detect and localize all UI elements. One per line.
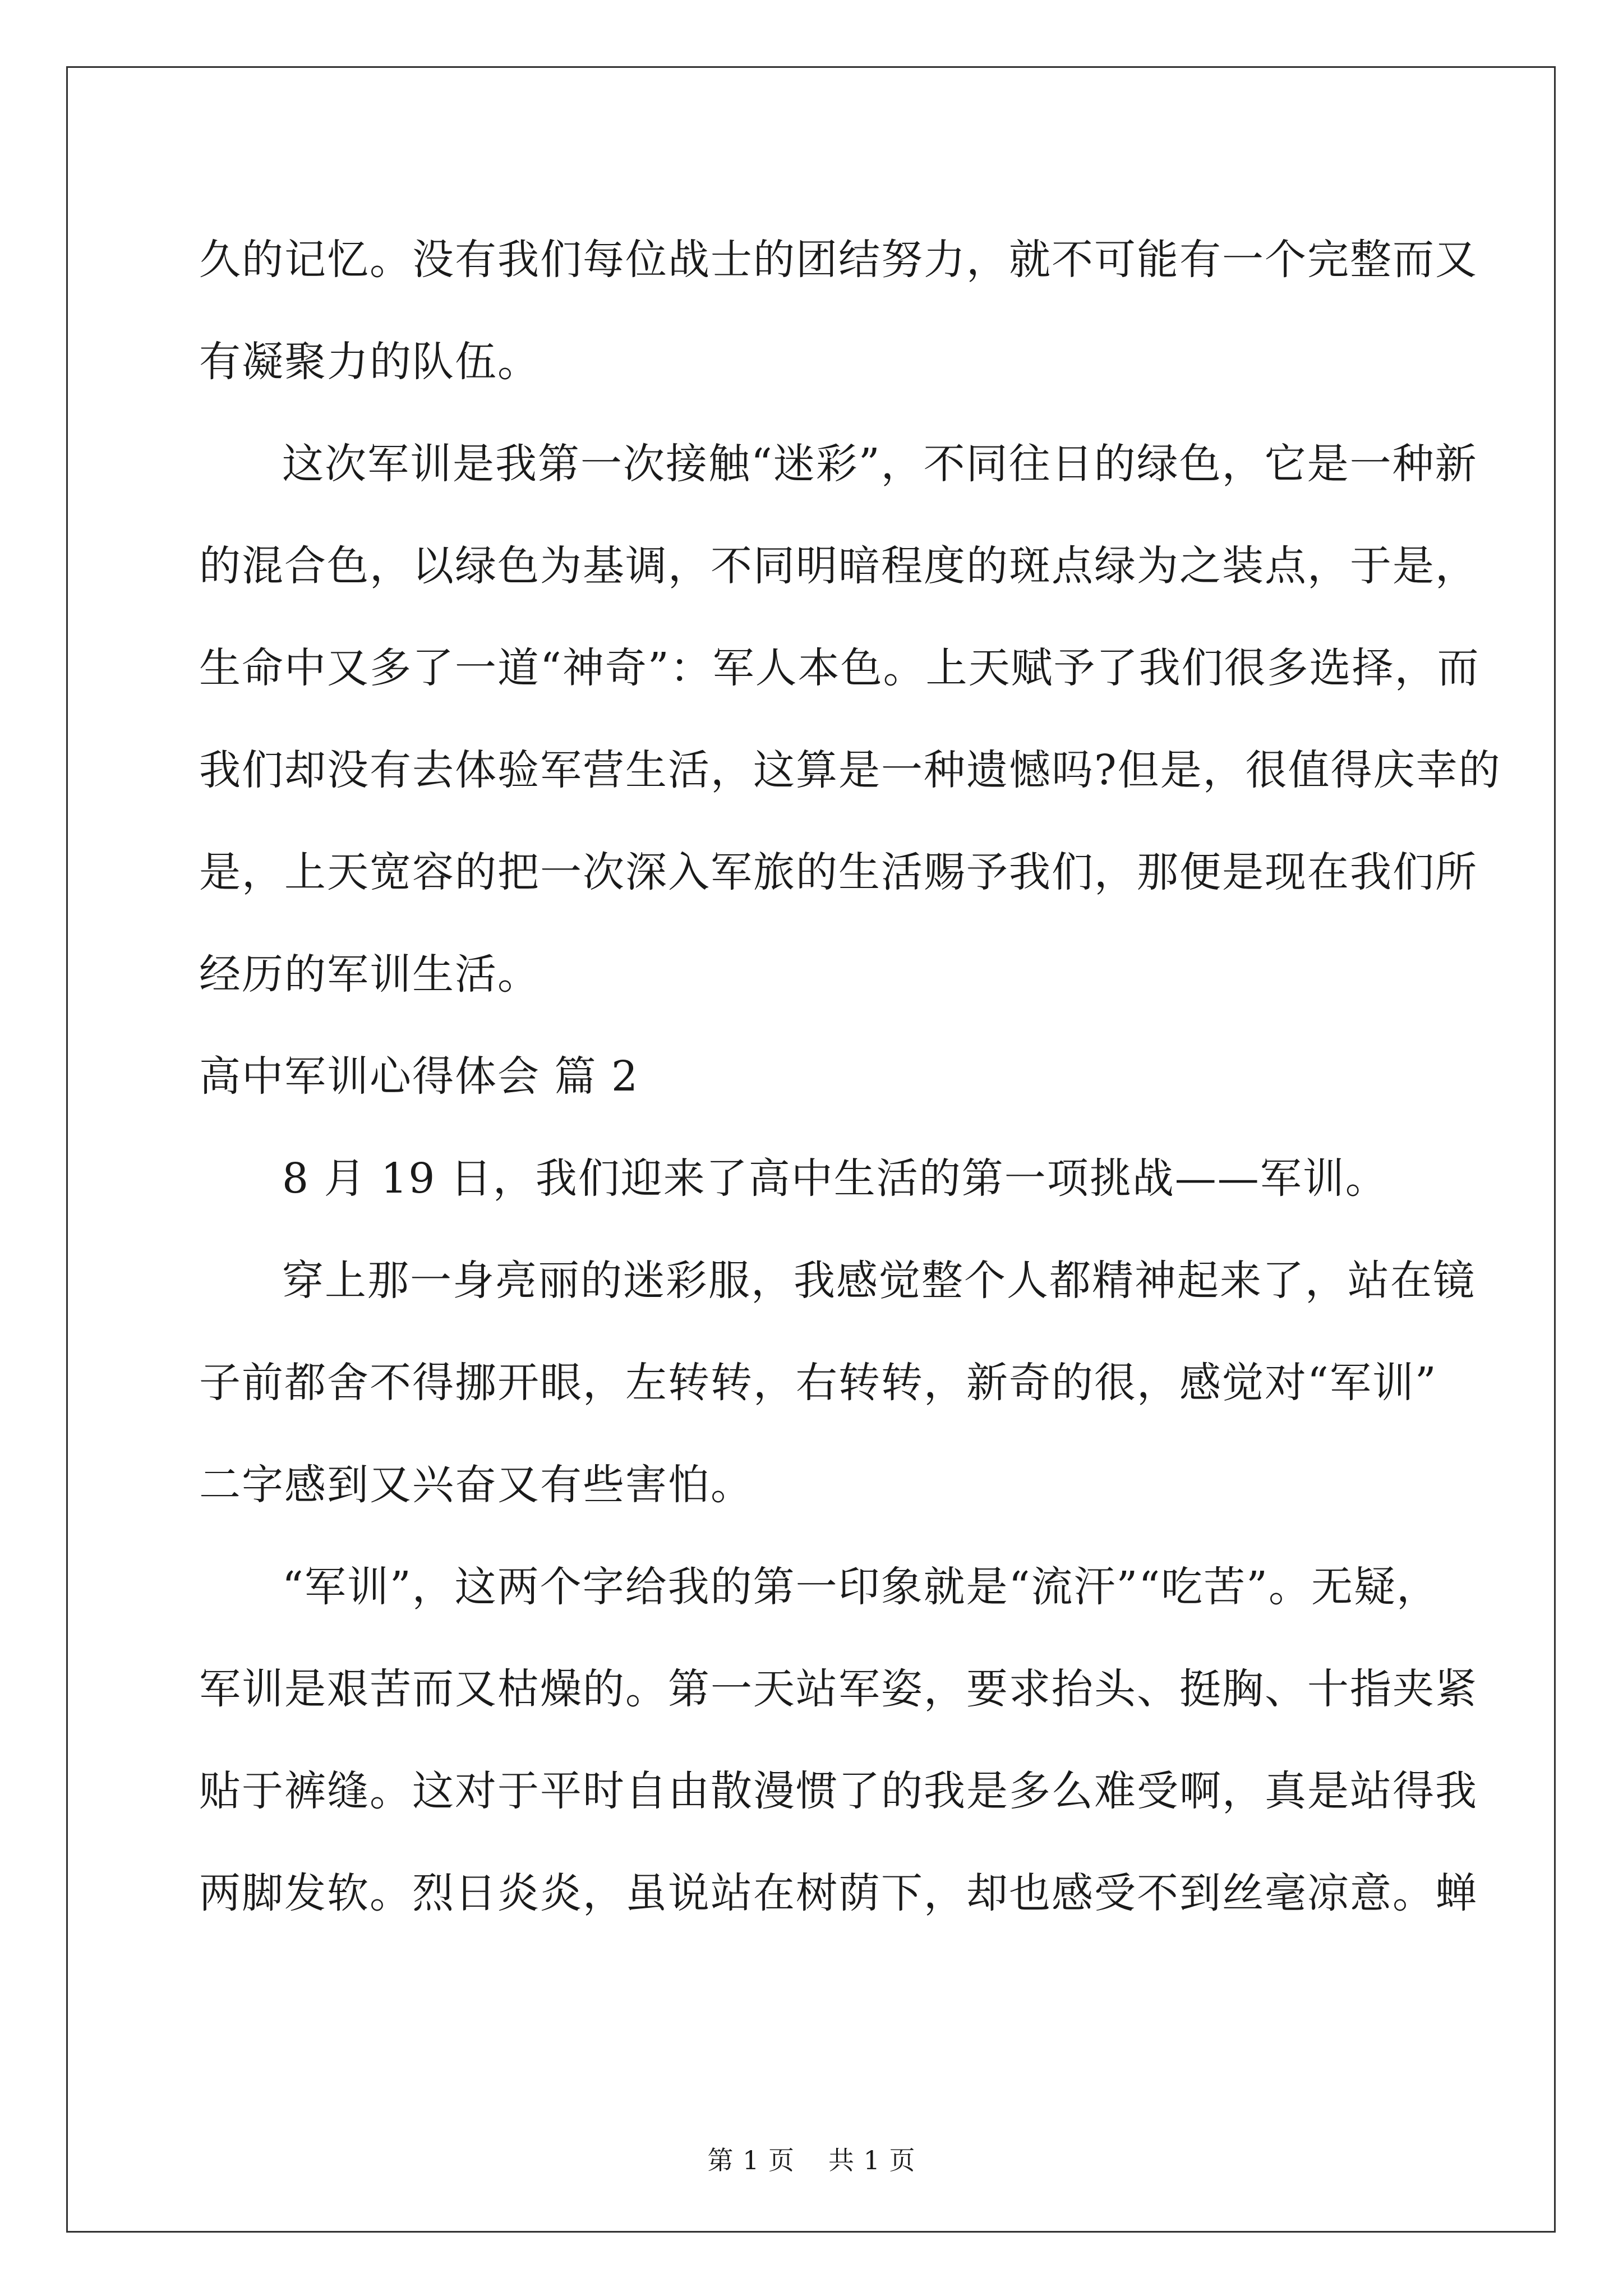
text-line: 久的记忆。没有我们每位战士的团结努力，就不可能有一个完整而又 (199, 236, 1478, 284)
section-heading: 高中军训心得体会 篇 2 (199, 1052, 639, 1101)
text-line: 我们却没有去体验军营生活，这算是一种遗憾吗?但是，很值得庆幸的 (199, 746, 1501, 794)
text-line: 有凝聚力的队伍。 (199, 338, 540, 386)
text-line: 穿上那一身亮丽的迷彩服，我感觉整个人都精神起来了，站在镜 (282, 1257, 1476, 1305)
text-line: 二字感到又兴奋又有些害怕。 (199, 1461, 753, 1509)
page-number: 第 1 页 (707, 2145, 795, 2175)
text-line: 军训是艰苦而又枯燥的。第一天站军姿，要求抬头、挺胸、十指夹紧 (199, 1665, 1478, 1713)
text-line: 经历的军训生活。 (199, 950, 540, 999)
text-line: 贴于裤缝。这对于平时自由散漫惯了的我是多么难受啊，真是站得我 (199, 1767, 1478, 1815)
text-line: 8 月 19 日，我们迎来了高中生活的第一项挑战——军训。 (282, 1154, 1388, 1203)
text-line: 两脚发软。烈日炎炎，虽说站在树荫下，却也感受不到丝毫凉意。蝉 (199, 1869, 1478, 1917)
page-total: 共 1 页 (828, 2145, 916, 2175)
text-line: 这次军训是我第一次接触“迷彩”，不同往日的绿色，它是一种新 (282, 440, 1478, 488)
text-line: “军训”，这两个字给我的第一印象就是“流汗”“吃苦”。无疑， (282, 1563, 1439, 1611)
text-line: 生命中又多了一道“神奇”：军人本色。上天赋予了我们很多选择，而 (199, 644, 1480, 692)
text-line: 子前都舍不得挪开眼，左转转，右转转，新奇的很，感觉对“军训” (199, 1359, 1437, 1407)
text-line: 是，上天宽容的把一次深入军旅的生活赐予我们，那便是现在我们所 (199, 848, 1478, 896)
text-line: 的混合色，以绿色为基调，不同明暗程度的斑点绿为之装点，于是， (199, 542, 1478, 590)
page-footer (0, 2140, 1623, 2177)
document-body (199, 209, 1501, 1944)
